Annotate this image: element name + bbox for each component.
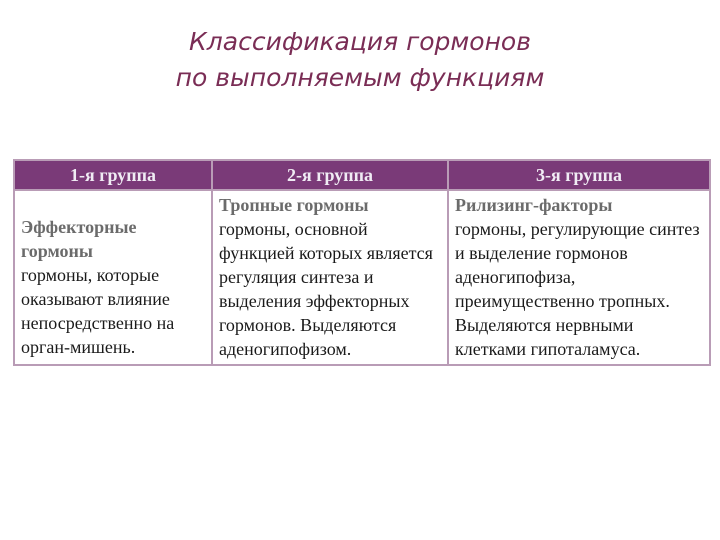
description-group-3: гормоны, регулирующие синтез и выделение гормонов аденогипофиза, преимущественно тропных. Выделяются нервными клетками гипоталамуса. [455,219,700,359]
slide-title-line-1: Классификация гормонов [189,27,531,56]
slide-title-line-2: по выполняемым функциям [175,63,545,92]
description-group-2: гормоны, основной функцией которых является регуляция синтеза и выделения эффекторных гормонов. Выделяются аденогипофизом. [219,219,433,359]
cell-group-2 [212,190,448,365]
cell-group-3 [448,190,710,365]
table-header-row [14,160,710,190]
header-group-1: 1-я группа [14,160,212,190]
term-effector-hormones: Эффекторные гормоны [21,217,137,261]
term-releasing-factors: Рилизинг-факторы [455,195,613,215]
header-group-2: 2-я группа [212,160,448,190]
cell-group-1 [14,190,212,365]
term-tropic-hormones: Тропные гормоны [219,195,369,215]
table-row [14,190,710,365]
header-group-3: 3-я группа [448,160,710,190]
hormone-classification-table [13,159,711,366]
slide-title [0,24,720,96]
description-group-1: гормоны, которые оказывают влияние непосредственно на орган-мишень. [21,265,175,357]
